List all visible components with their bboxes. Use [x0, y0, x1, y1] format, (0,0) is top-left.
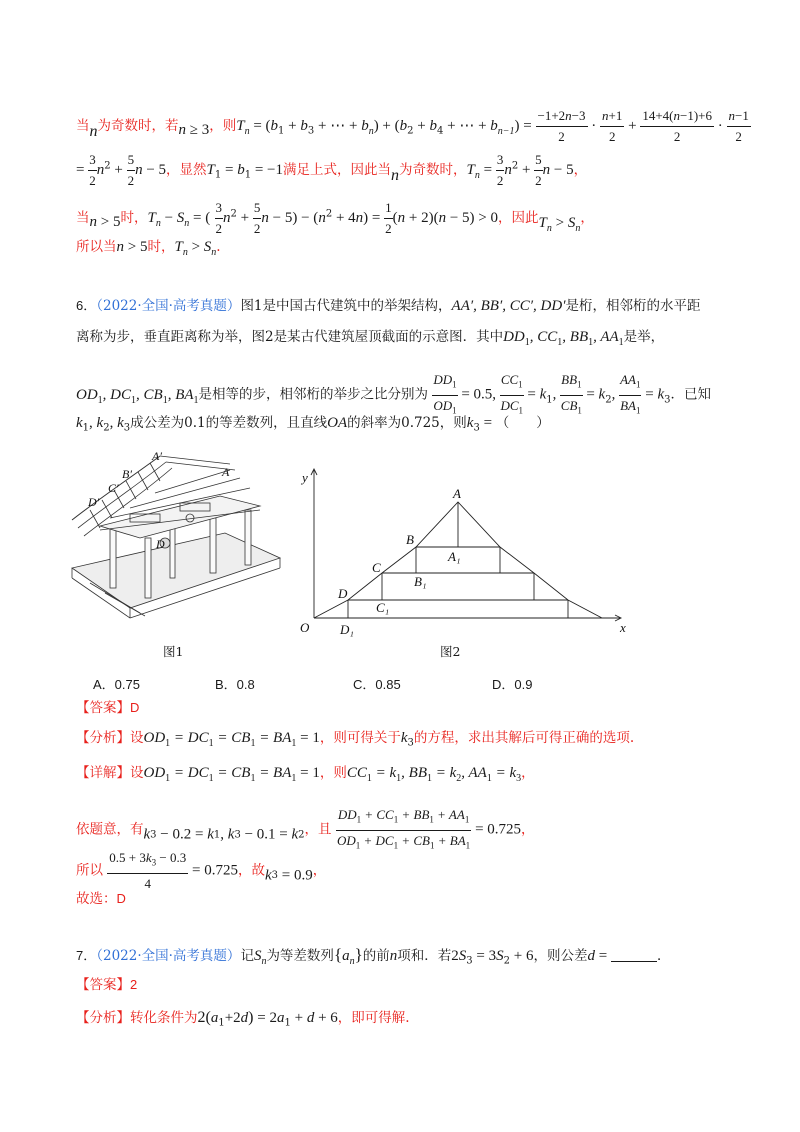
fig1-label-B-prime: B′ — [122, 467, 132, 481]
text: ， — [312, 862, 327, 879]
text: 是举， — [623, 329, 665, 345]
text: ， — [573, 162, 588, 178]
text: ， — [521, 821, 535, 838]
text: 为奇数时， — [399, 162, 467, 178]
text: ， — [521, 765, 535, 781]
sol5-line3: 当n > 5时，$T_n - S_n$ = ( $\frac{3}{2}$ $n^2$ + $\frac{5}{2}$ $n - 5) - (n^2 + 4n)$ = $\frac{1}{2}$ (n + 2)(n − 5) > 0，因此$T_n > S_n$， — [76, 200, 594, 236]
text: 成公差为0.1的等差数列，且直线 — [130, 415, 328, 431]
option-c[interactable]: C．0.85 — [353, 677, 401, 692]
text: ，显然 — [166, 162, 207, 178]
q6-detail-3: 所以 $\frac{0.5 + 3k_3 - 0.3}{4}$ = 0.725，故$k_3 = 0.9$， — [76, 850, 327, 891]
fig2-label-A: A — [453, 486, 461, 501]
answer-value: D — [130, 700, 140, 715]
text: （ ） — [495, 415, 550, 431]
text: 为奇数时，若 — [97, 118, 179, 134]
analysis-tag: 【分析】 — [76, 730, 130, 746]
q6-final — [76, 889, 126, 909]
q6-detail-2: 依题意，有$k_3 - 0.2 = k_1$, $k_3 - 0.1 = k_2$，且 $\frac{DD_1 + CC_1 + BB_1 + AA_1}{OD_1 + DC_1 + CB_1 + BA_1}$ = 0.725， — [76, 807, 535, 851]
fig2-axis-y: y — [302, 470, 308, 485]
text: 是桁，相邻桁的水平距 — [565, 298, 701, 314]
text: 图1是中国古代建筑中的举架结构， — [240, 298, 452, 314]
text: ． — [656, 948, 671, 964]
fig2-label-C: C — [372, 560, 381, 575]
q7-answer — [76, 975, 137, 995]
figure-2-roof-section — [290, 460, 635, 640]
fig1-label-D: D — [156, 537, 165, 551]
source-tag: （2022·全国·高考真题） — [96, 948, 241, 964]
question-number: 7． — [76, 948, 97, 963]
fig2-label-B: B — [406, 532, 414, 547]
text: 的前 — [362, 948, 390, 964]
text: ， — [580, 210, 594, 226]
fig1-label-A: A — [222, 465, 230, 479]
final-answer: D — [116, 891, 126, 906]
text: ．已知 — [670, 386, 711, 403]
text: 当 — [76, 118, 90, 134]
text: ，且 — [304, 821, 332, 838]
text: 项和．若 — [397, 948, 452, 964]
text: ，则公差 — [533, 948, 588, 964]
text: 时， — [147, 239, 175, 255]
text: ，故 — [237, 862, 265, 879]
detail-tag: 【详解】 — [76, 765, 130, 781]
text: 所以当 — [76, 239, 117, 255]
option-d[interactable]: D．0.9 — [492, 677, 533, 692]
fig1-label-D-prime: D′ — [88, 495, 100, 509]
source-tag: （2022·全国·高考真题） — [96, 298, 241, 314]
text: 时， — [120, 210, 148, 226]
sol5-line1: 当n为奇数时，若n ≥ 3，则$T_n = (b_1 + b_3$ + ⋯ + $b_n) + (b_2 + b_4$ + ⋯ + $b_{n-1}$) = $\frac{-1+2n-3}{2}$ · $\frac{n+1}{2}$ + $\frac{14+4(n-1)+6}{2}$ · $\frac{n-1}{2}$ — [76, 108, 749, 144]
fig1-label-A-prime: A′ — [152, 449, 162, 463]
text: 离称为步，垂直距离称为举，图2是某古代建筑屋顶截面的示意图．其中 — [76, 329, 504, 345]
figure-2-caption: 图2 — [440, 644, 461, 659]
answer-tag: 【答案】 — [76, 977, 130, 993]
q6-analysis: 【分析】设$OD_1 = DC_1 = CB_1 = BA_1 = 1$，则可得关于$k_3$的方程，求出其解后可得正确的选项. — [76, 730, 635, 749]
text: 的方程，求出其解后可得正确的选项. — [413, 730, 635, 746]
fig2-label-C1: C₁ — [376, 600, 390, 615]
q6-line1: 6．（2022·全国·高考真题）图1是中国古代建筑中的举架结构，AA′, BB′, CC′, DD′是桁，相邻桁的水平距 — [76, 298, 701, 314]
fig2-label-D1: D₁ — [340, 622, 354, 637]
answer-value: 2 — [130, 977, 138, 992]
text: 记 — [240, 948, 254, 964]
q6-detail: 【详解】设$OD_1 = DC_1 = CB_1 = BA_1 = 1$，则$CC_1 = k_1$, $BB_1 = k_2$, $AA_1 = k_3$， — [76, 765, 535, 784]
fig2-label-B1: B₁ — [414, 574, 427, 589]
fig2-label-D: D — [338, 586, 348, 601]
fig2-label-A1: A₁ — [448, 549, 461, 564]
fig1-label-C-prime: C′ — [108, 481, 119, 495]
text: 故选： — [76, 891, 117, 907]
text: 当 — [76, 210, 90, 226]
q6-line2: 离称为步，垂直距离称为举，图2是某古代建筑屋顶截面的示意图．其中$DD_1$, $CC_1$, $BB_1$, $AA_1$是举， — [76, 329, 665, 348]
q6-line3: $OD_1$, $DC_1$, $CB_1$, $BA_1$是相等的步，相邻桁的举步之比分别为 $\frac{DD_1}{OD_1}$ = 0.5, $\frac{CC_1}{DC_1}$ = $k_1$, $\frac{BB_1}{CB_1}$ = $k_2$, $\frac{AA_1}{BA_1}$ = $k_3$．已知 — [76, 372, 711, 416]
question-number: 6． — [76, 298, 97, 313]
text: ，则可得关于 — [319, 730, 401, 746]
answer-blank[interactable] — [611, 948, 657, 962]
text: 转化条件为 — [130, 1010, 198, 1026]
answer-tag: 【答案】 — [76, 700, 130, 716]
text: ，即可得解. — [337, 1010, 410, 1026]
text: 为等差数列 — [266, 948, 334, 964]
text: ，因此 — [498, 210, 539, 226]
analysis-tag: 【分析】 — [76, 1010, 130, 1026]
sol5-line4: 所以当n > 5时，$T_n > S_n$. — [76, 239, 221, 258]
q6-answer — [76, 698, 139, 718]
text: 所以 — [76, 862, 103, 879]
text: 依题意，有 — [76, 821, 144, 838]
sol5-line2: = $\frac{3}{2}$ $n^2$ + $\frac{5}{2}$ n − 5，显然$T_1 = b_1 = -1$满足上式，因此当n为奇数时，$T_n$ = $\frac{3}{2}$ $n^2$ + $\frac{5}{2}$ n − 5， — [76, 152, 588, 188]
figure-1-caption: 图1 — [163, 644, 184, 659]
text: 满足上式，因此当 — [283, 162, 392, 178]
text: 设 — [130, 765, 144, 781]
fig2-axis-x: x — [620, 620, 626, 635]
q7-analysis: 【分析】转化条件为$2(a_1+2d) = 2a_1 + d + 6$，即可得解. — [76, 1009, 410, 1029]
q7-line1: 7．（2022·全国·高考真题）记$S_n$为等差数列$\{a_n\}$的前n项和．若$2S_3 = 3S_2 + 6$，则公差d = ． — [76, 945, 671, 967]
fig2-label-O: O — [300, 620, 310, 635]
text: 的斜率为0.725，则 — [347, 415, 467, 431]
text: 设 — [130, 730, 144, 746]
option-b[interactable]: B．0.8 — [215, 677, 255, 692]
q6-line4: $k_1$, $k_2$, $k_3$成公差为0.1的等差数列，且直线OA的斜率为0.725，则$k_3$ = （ ） — [76, 415, 550, 434]
text: ，则 — [209, 118, 237, 134]
text: 是相等的步，相邻桁的举步之比分别为 — [198, 386, 429, 403]
text: . — [216, 239, 221, 255]
figure-1-roof-structure — [70, 448, 290, 638]
option-a[interactable]: A．0.75 — [93, 677, 140, 692]
text: ，则 — [319, 765, 347, 781]
